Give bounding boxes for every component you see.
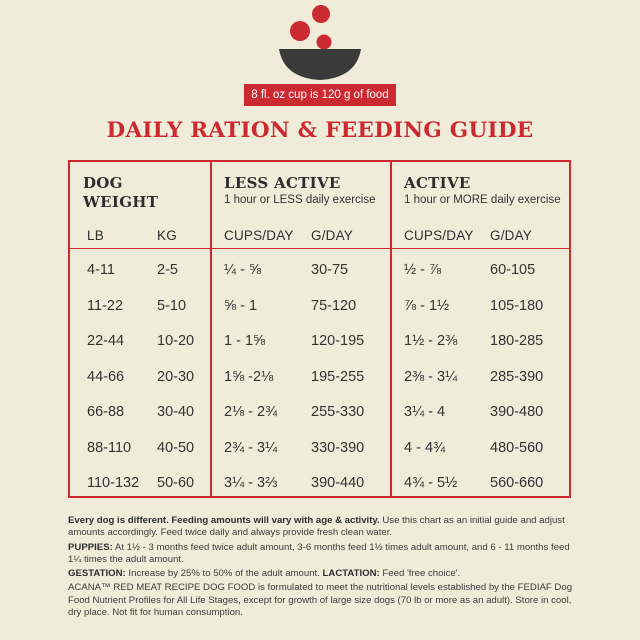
active-subtitle: 1 hour or MORE daily exercise [404,194,561,206]
cell-act-cups: 2⅜ - 3¼ [404,368,458,385]
note-gestation-bold: GESTATION: [68,568,126,580]
cell-kg: 50-60 [157,475,195,491]
food-ball-icon [290,21,310,41]
note-product: ACANA™ RED MEAT RECIPE DOG FOOD is formulated to meet the nutritional levels established by the FEDIAF Dog Food Nutrient Profiles for All Life Stages, except for growth of large size dogs (70 lb or more as an adult). Store in cool, dry place. Not fit for human consumption. [68,582,573,619]
cell-act-g: 390-480 [490,404,544,420]
cell-less-g: 255-330 [311,404,365,420]
table-row [70,359,569,395]
table-row [70,288,569,324]
cell-act-cups: 3¼ - 4 [404,404,446,420]
cell-act-g: 480-560 [490,439,544,456]
col-kg: KG [157,228,177,243]
less-active-header [224,174,376,206]
cell-less-g: 330-390 [311,439,365,456]
table-row [70,252,569,288]
cell-kg: 10-20 [157,333,195,349]
cell-kg: 20-30 [157,368,195,385]
note-lactation-bold: LACTATION: [322,568,380,580]
cell-act-cups: ⅞ - 1½ [404,297,450,314]
table-row [70,323,569,359]
dog-weight-header [83,174,158,212]
cell-act-g: 60-105 [490,262,536,278]
table-body [70,252,569,501]
cell-lb: 44-66 [87,368,125,385]
cell-act-g: 285-390 [490,368,544,385]
cup-note-banner: 8 fl. oz cup is 120 g of food [244,84,396,106]
food-ball-icon [312,5,330,23]
cell-less-cups: 2¾ - 3¼ [224,439,278,456]
note-gestation [68,568,578,580]
col-g-less: G/DAY [311,228,354,243]
cell-kg: 40-50 [157,439,195,456]
cell-less-cups: 2⅛ - 2¾ [224,404,278,420]
cell-less-cups: 1 - 1⅝ [224,333,266,349]
cell-lb: 88-110 [87,439,132,456]
table-row [70,394,569,430]
cell-lb: 22-44 [87,333,125,349]
feeding-notes [68,515,578,621]
col-g-active: G/DAY [490,228,533,243]
cell-act-cups: 4 - 4¾ [404,439,446,456]
cell-act-cups: 1½ - 2⅜ [404,333,458,349]
cell-kg: 5-10 [157,297,187,314]
cell-less-g: 195-255 [311,368,365,385]
header-divider [70,248,569,249]
cell-lb: 11-22 [87,297,124,314]
table-row [70,465,569,501]
cell-less-cups: ¼ - ⅝ [224,262,262,278]
note-lactation-text: Feed 'free choice'. [379,568,461,580]
cell-less-g: 390-440 [311,475,365,491]
note-general-bold: Every dog is different. Feeding amounts will vary with age & activity. [68,515,380,526]
cell-kg: 30-40 [157,404,195,420]
cell-less-g: 75-120 [311,297,357,314]
food-ball-icon [317,35,332,50]
header-graphic [0,0,640,110]
active-header [404,174,561,206]
dog-weight-title: DOG WEIGHT [83,174,159,211]
note-puppies-text: At 1½ - 3 months feed twice adult amount, 3-6 months feed 1½ times adult amount, and 6 - 11 months feed 1¼ times the adult amount. [68,541,570,565]
col-lb: LB [87,228,104,243]
page-title: DAILY RATION & FEEDING GUIDE [106,118,534,143]
feeding-table [68,160,571,498]
active-title: ACTIVE [404,174,471,192]
cell-less-g: 120-195 [311,333,365,349]
table-row [70,430,569,466]
cell-kg: 2-5 [157,262,178,278]
note-general [68,515,578,540]
col-cups-less: CUPS/DAY [224,228,294,243]
note-general-text: Use this chart as an initial guide and adjust amounts accordingly. Feed twice daily and always provide fresh clean water. [68,515,565,539]
less-active-title: LESS ACTIVE [224,174,341,192]
cell-less-cups: 3¼ - 3⅔ [224,475,278,491]
cell-act-g: 105-180 [490,297,544,314]
col-cups-active: CUPS/DAY [404,228,474,243]
cell-lb: 110-132 [87,475,140,491]
cell-less-cups: ⅝ - 1 [224,297,258,314]
cell-act-g: 560-660 [490,475,544,491]
cell-act-g: 180-285 [490,333,544,349]
cell-act-cups: 4¾ - 5½ [404,475,458,491]
note-puppies [68,542,578,567]
cell-less-g: 30-75 [311,262,349,278]
note-puppies-bold: PUPPIES: [68,541,113,553]
cell-less-cups: 1⅝ -2⅛ [224,368,274,385]
cell-lb: 4-11 [87,262,115,278]
cell-act-cups: ½ - ⅞ [404,262,442,278]
cell-lb: 66-88 [87,404,125,420]
less-active-subtitle: 1 hour or LESS daily exercise [224,194,376,206]
note-gestation-text: Increase by 25% to 50% of the adult amount. [125,568,323,580]
